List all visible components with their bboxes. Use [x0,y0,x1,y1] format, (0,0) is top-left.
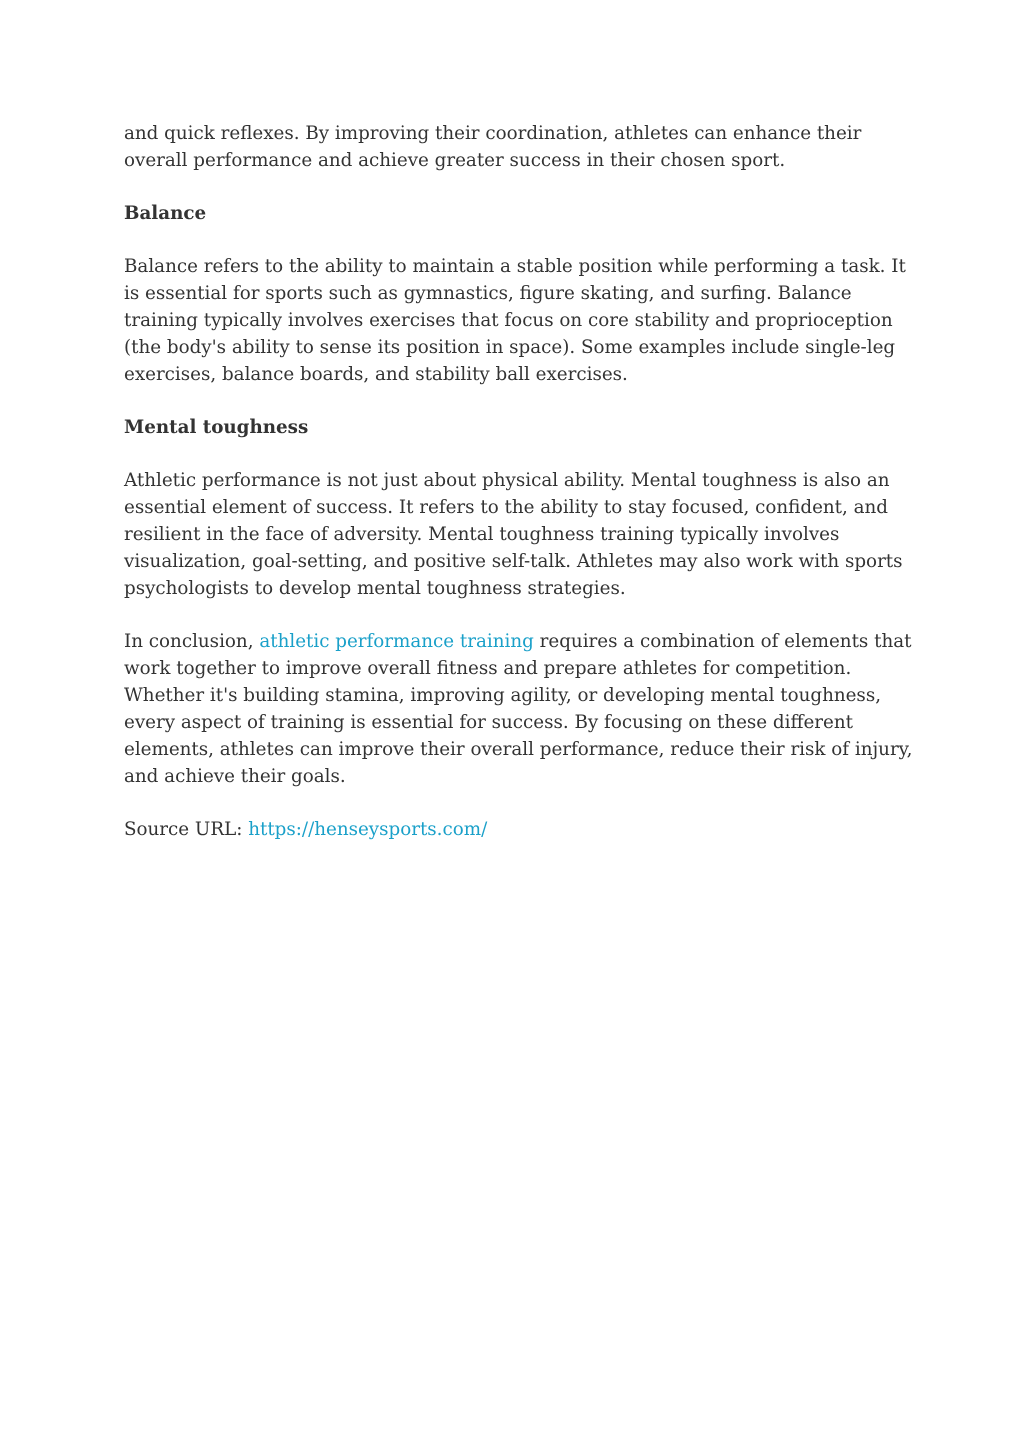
source-url-link[interactable]: https://henseysports.com/ [248,819,488,840]
mental-toughness-paragraph: Athletic performance is not just about physical ability. Mental toughness is also an essential element of success. It refers to the ability to stay focused, confident, and resilient in the face of adversity. Mental toughness training typically involves visualization, goal-setting, and positive self-talk. Athletes may also work with sports psychologists to develop mental toughness strategies. [124,470,903,599]
intro-paragraph: and quick reflexes. By improving their coordination, athletes can enhance their overall performance and achieve greater success in their chosen sport. [124,123,862,171]
conclusion-paragraph [124,628,914,790]
mental-toughness-heading: Mental toughness [124,417,309,438]
document-page [124,120,914,869]
athletic-performance-training-link[interactable]: athletic performance training [259,631,534,652]
conclusion-text-after: requires a combination of elements that work together to improve overall fitness and prepare athletes for competition. Whether it's building stamina, improving agility, or developing mental toughness, every aspect of training is essential for success. By focusing on these different elements, athletes can improve their overall performance, reduce their risk of injury, and achieve their goals. [124,631,913,787]
source-line [124,816,914,843]
conclusion-text-before: In conclusion, [124,631,260,652]
balance-paragraph: Balance refers to the ability to maintain a stable position while performing a task. It is essential for sports such as gymnastics, figure skating, and surfing. Balance training typically involves exercises that focus on core stability and proprioception (the body's ability to sense its position in space). Some examples include single-leg exercises, balance boards, and stability ball exercises. [124,256,906,385]
balance-heading: Balance [124,203,207,224]
source-label: Source URL: [124,819,249,840]
